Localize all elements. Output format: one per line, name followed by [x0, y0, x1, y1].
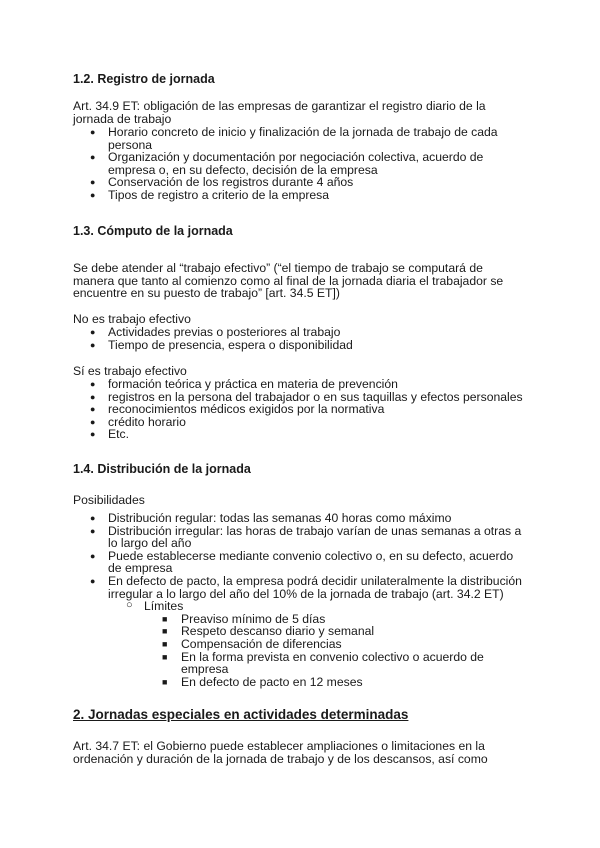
list-item: ■ En la forma prevista en convenio colectivo o acuerdo de empresa	[181, 651, 501, 676]
label-posibilidades: Posibilidades	[73, 493, 145, 507]
heading-registro-jornada: 1.2. Registro de jornada	[73, 72, 215, 86]
list-item-text: Límites	[144, 599, 184, 614]
list-item: ● Conservación de los registros durante 4 años	[108, 176, 528, 189]
list-item: ● Tipos de registro a criterio de la empresa	[108, 189, 528, 202]
heading-computo-jornada: 1.3. Cómputo de la jornada	[73, 224, 233, 238]
list-item-text: En defecto de pacto, la empresa podrá decidir unilateralmente la distribución irregular a lo largo del año del 10% de la jornada de trabajo (art. 34.2 ET)	[108, 573, 522, 601]
list-distribucion	[108, 512, 528, 688]
list-item: ● Actividades previas o posteriores al trabajo	[108, 326, 528, 339]
list-no-efectivo	[108, 326, 528, 351]
list-si-efectivo	[108, 378, 528, 441]
list-item: ■ Respeto descanso diario y semanal	[181, 625, 501, 638]
list-item: ■ En defecto de pacto en 12 meses	[181, 676, 501, 689]
label-no-trabajo-efectivo: No es trabajo efectivo	[73, 312, 191, 326]
list-item: ● Tiempo de presencia, espera o disponibilidad	[108, 339, 528, 352]
list-item: ● Horario concreto de inicio y finalización de la jornada de trabajo de cada persona	[108, 126, 528, 151]
list-item: ● Distribución irregular: las horas de trabajo varían de unas semanas a otras a lo largo del año	[108, 525, 528, 550]
list-item	[144, 600, 528, 688]
list-item: ● Puede establecerse mediante convenio colectivo o, en su defecto, acuerdo de empresa	[108, 550, 528, 575]
list-item: ● Distribución regular: todas las semanas 40 horas como máximo	[108, 512, 528, 525]
list-item: ● registros en la persona del trabajador o en sus taquillas y efectos personales	[108, 391, 528, 404]
list-item: ● formación teórica y práctica en materia de prevención	[108, 378, 528, 391]
list-item: ● crédito horario	[108, 416, 528, 429]
list-item: ● reconocimientos médicos exigidos por la normativa	[108, 403, 528, 416]
list-registro	[108, 126, 528, 202]
list-item: ● Etc.	[108, 428, 528, 441]
list-item: ● Organización y documentación por negociación colectiva, acuerdo de empresa o, en su defecto, decisión de la empresa	[108, 151, 528, 176]
label-si-trabajo-efectivo: Sí es trabajo efectivo	[73, 364, 187, 378]
paragraph-trabajo-efectivo: Se debe atender al “trabajo efectivo” (“el tiempo de trabajo se computará de manera que tanto al comienzo como al final de la jornada diaria el trabajador se encuentre en su puesto de trabajo” [art. 34.5 ET])	[73, 261, 504, 301]
paragraph-art-34-9: Art. 34.9 ET: obligación de las empresas de garantizar el registro diario de la jornada de trabajo	[73, 99, 486, 126]
list-item: ■ Compensación de diferencias	[181, 638, 501, 651]
paragraph-art-34-7: Art. 34.7 ET: el Gobierno puede establecer ampliaciones o limitaciones en la ordenación y duración de la jornada de trabajo y de los descansos, así como	[73, 739, 488, 766]
list-limites	[144, 600, 528, 688]
list-item	[108, 575, 528, 688]
heading-jornadas-especiales: 2. Jornadas especiales en actividades determinadas	[73, 707, 409, 722]
heading-distribucion-jornada: 1.4. Distribución de la jornada	[73, 462, 251, 476]
list-item: ■ Preaviso mínimo de 5 días	[181, 613, 501, 626]
list-limites-detalle	[181, 613, 501, 689]
